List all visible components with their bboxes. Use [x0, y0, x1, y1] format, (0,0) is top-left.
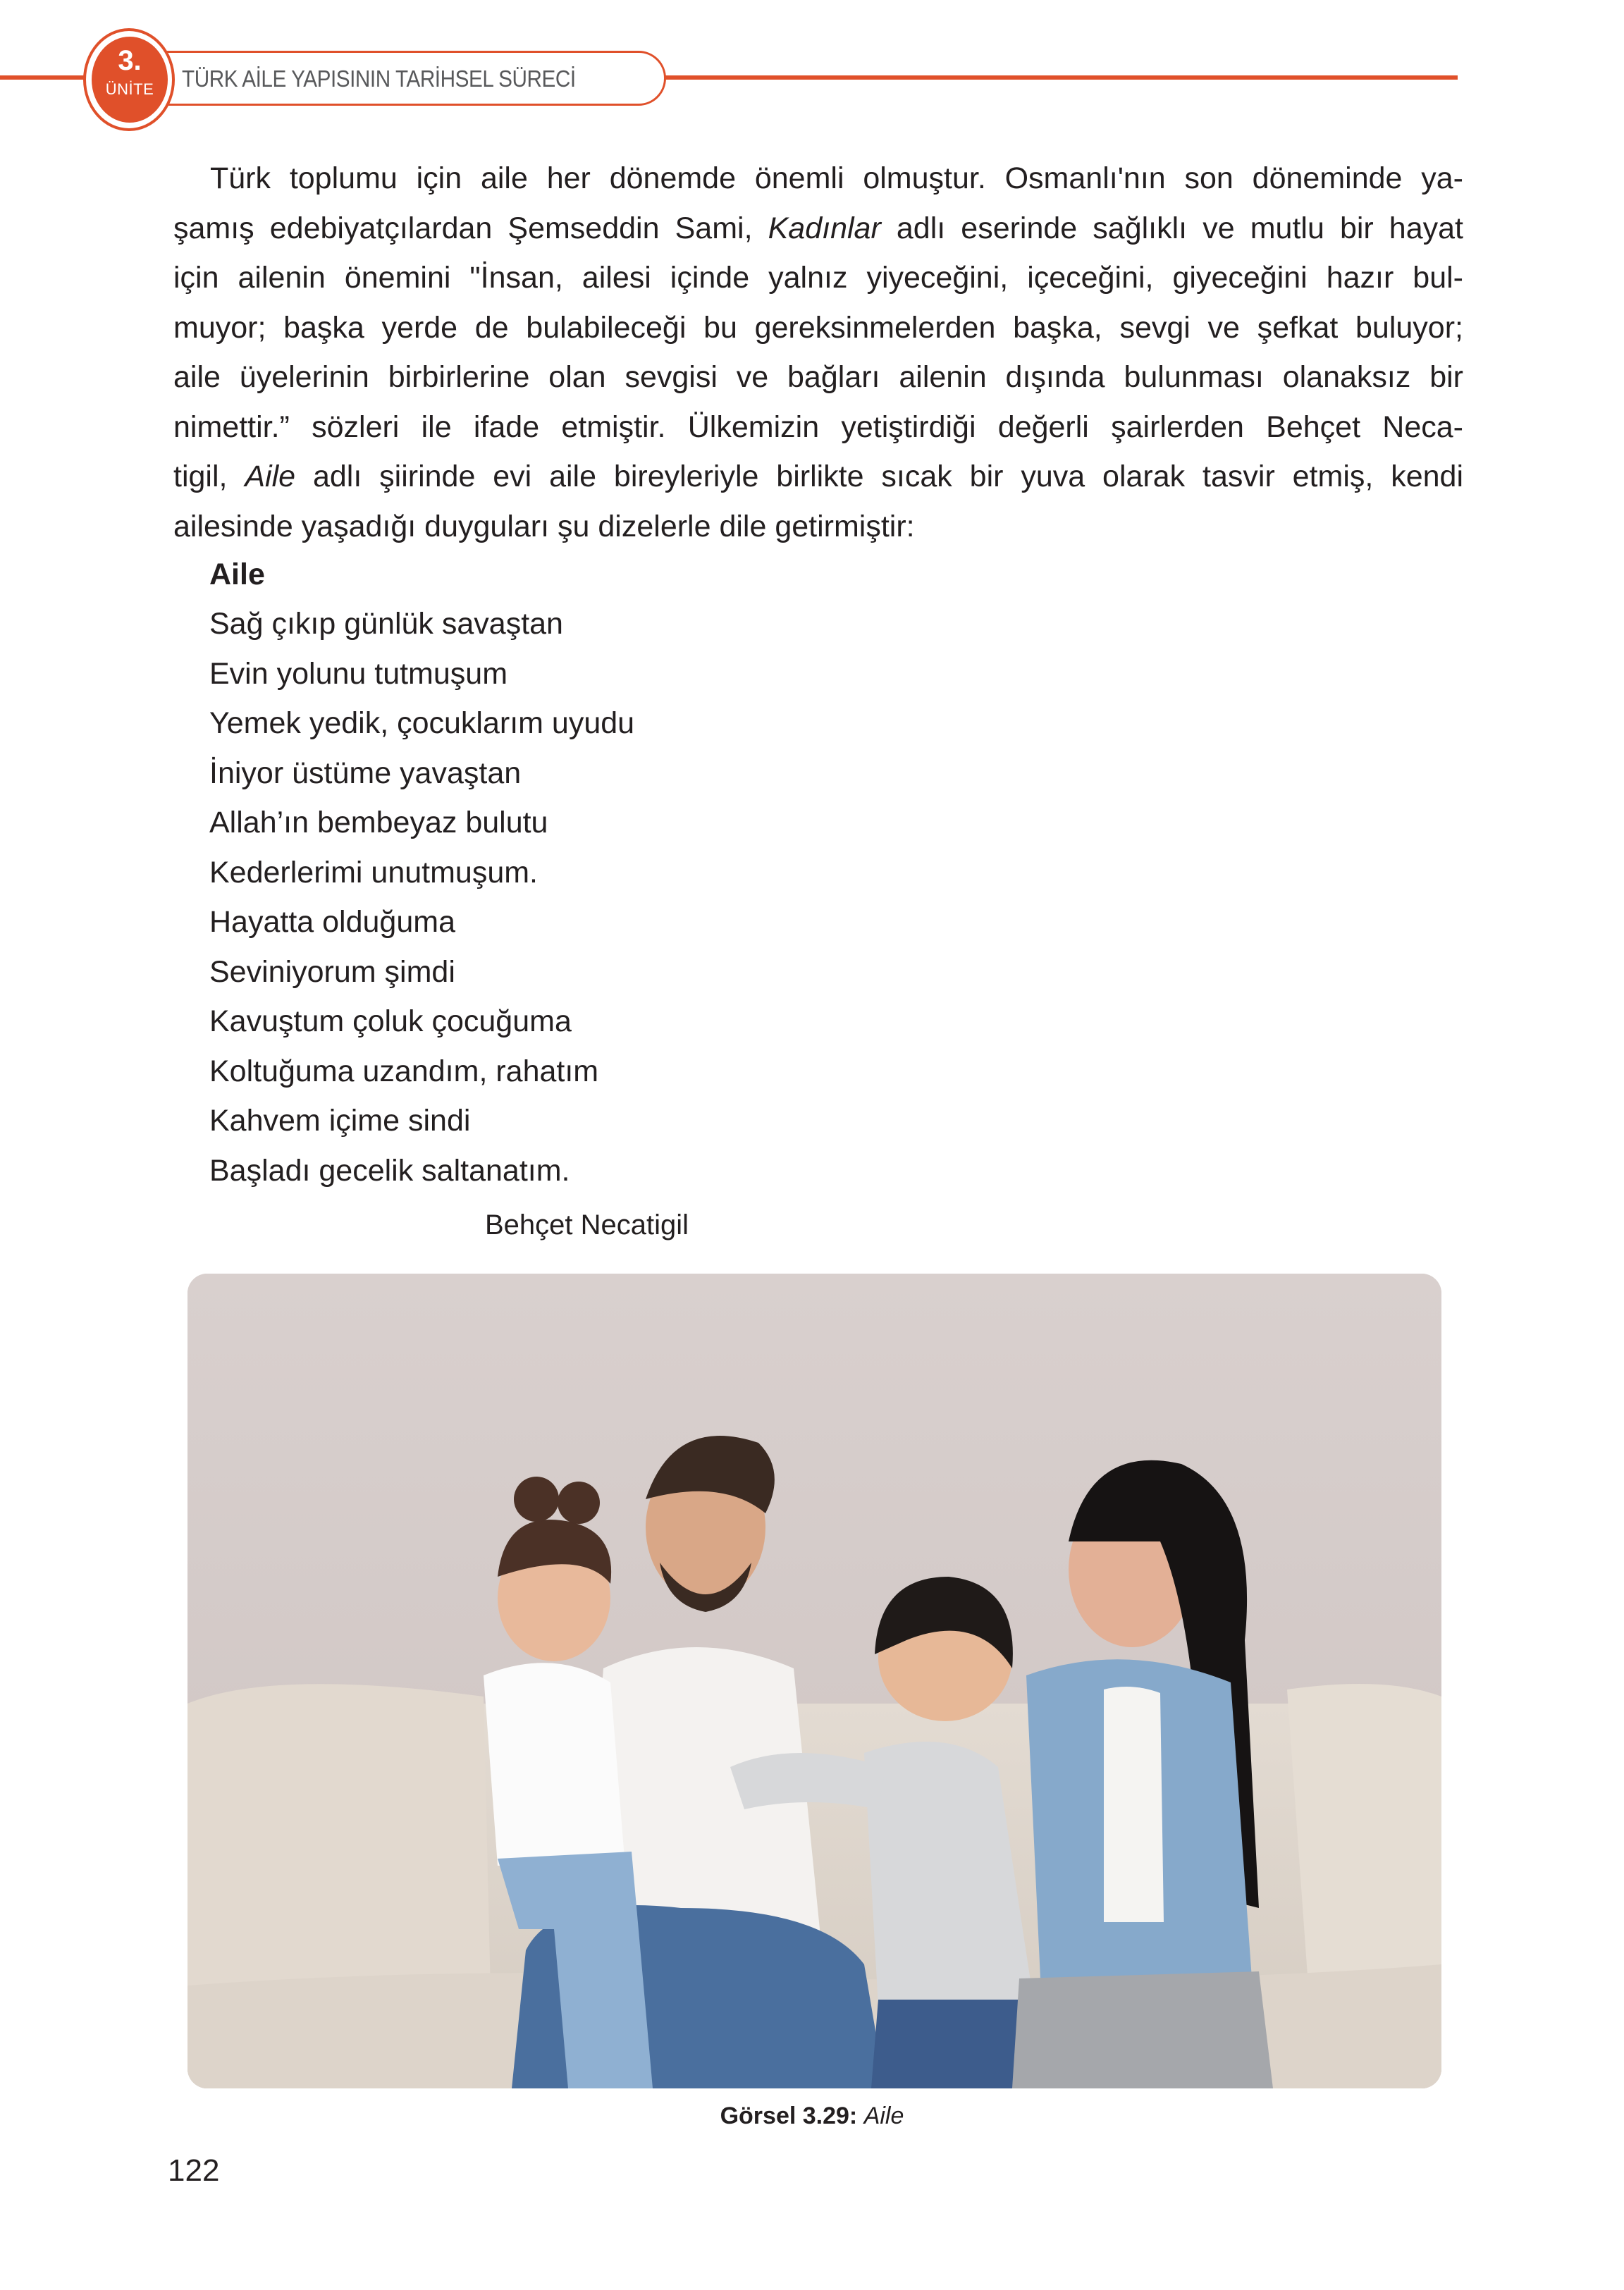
unit-number: 3.	[118, 45, 142, 76]
poem-line: Hayatta olduğuma	[209, 905, 455, 939]
poem-line: Sağ çıkıp günlük savaştan	[209, 607, 563, 641]
poem-line: Başladı gecelik saltanatım.	[209, 1153, 570, 1188]
unit-label: ÜNİTE	[105, 80, 154, 98]
figure-label: Görsel 3.29:	[720, 2103, 858, 2129]
text: şamış edebiyatçılardan Şemseddin Sami,	[173, 211, 768, 245]
paragraph-line	[173, 452, 1463, 502]
body-paragraph	[173, 154, 1463, 551]
book-title-kadinlar: Kadınlar	[768, 211, 881, 245]
paragraph-line: Türk toplumu için aile her dönemde önemli olmuştur. Osmanlı'nın son döneminde ya-	[210, 161, 1463, 195]
poem-line: Yemek yedik, çocuklarım uyudu	[209, 706, 635, 740]
text: adlı şiirinde evi aile bireyleriyle birlikte sıcak bir yuva olarak tasvir etmiş, kendi	[295, 460, 1463, 493]
paragraph-line	[173, 204, 1463, 254]
text: tigil,	[173, 460, 245, 493]
unit-badge	[92, 37, 168, 123]
poem-line: Koltuğuma uzandım, rahatım	[209, 1054, 599, 1088]
family-photo	[187, 1274, 1441, 2088]
poem-line: İniyor üstüme yavaştan	[209, 756, 522, 790]
chapter-title: TÜRK AİLE YAPISININ TARİHSEL SÜRECİ	[182, 66, 576, 92]
figure-caption	[0, 2100, 1624, 2131]
text: adlı eserinde sağlıklı ve mutlu bir hayat	[880, 211, 1463, 245]
family-photo-illustration	[187, 1274, 1441, 2088]
paragraph-line: aile üyelerinin birbirlerine olan sevgisi ve bağları ailenin dışında bulunması olanaksız bir	[173, 360, 1463, 394]
poem	[209, 550, 634, 1195]
poem-line: Allah’ın bembeyaz bulutu	[209, 806, 548, 839]
poem-title: Aile	[209, 558, 265, 591]
poem-author: Behçet Necatigil	[485, 1209, 689, 1241]
poem-line: Kederlerimi unutmuşum.	[209, 855, 539, 889]
paragraph-line: nimettir.” sözleri ile ifade etmiştir. Ülkemizin yetiştirdiği değerli şairlerden Behçet Neca-	[173, 410, 1463, 444]
poem-line: Evin yolunu tutmuşum	[209, 656, 508, 691]
poem-line: Seviniyorum şimdi	[209, 954, 455, 989]
poem-title-aile: Aile	[245, 460, 296, 493]
paragraph-line: için ailenin önemini "İnsan, ailesi içinde yalnız yiyeceğini, içeceğini, giyeceğini hazır bul-	[173, 261, 1463, 295]
page-number: 122	[168, 2153, 220, 2188]
poem-line: Kavuştum çoluk çocuğuma	[209, 1004, 572, 1038]
paragraph-line: ailesinde yaşadığı duyguları şu dizelerle dile getirmiştir:	[173, 509, 915, 543]
paragraph-line: muyor; başka yerde de bulabileceği bu gereksinmelerden başka, sevgi ve şefkat buluyor;	[173, 310, 1463, 345]
figure-title: Aile	[863, 2103, 904, 2129]
poem-line: Kahvem içime sindi	[209, 1104, 471, 1138]
